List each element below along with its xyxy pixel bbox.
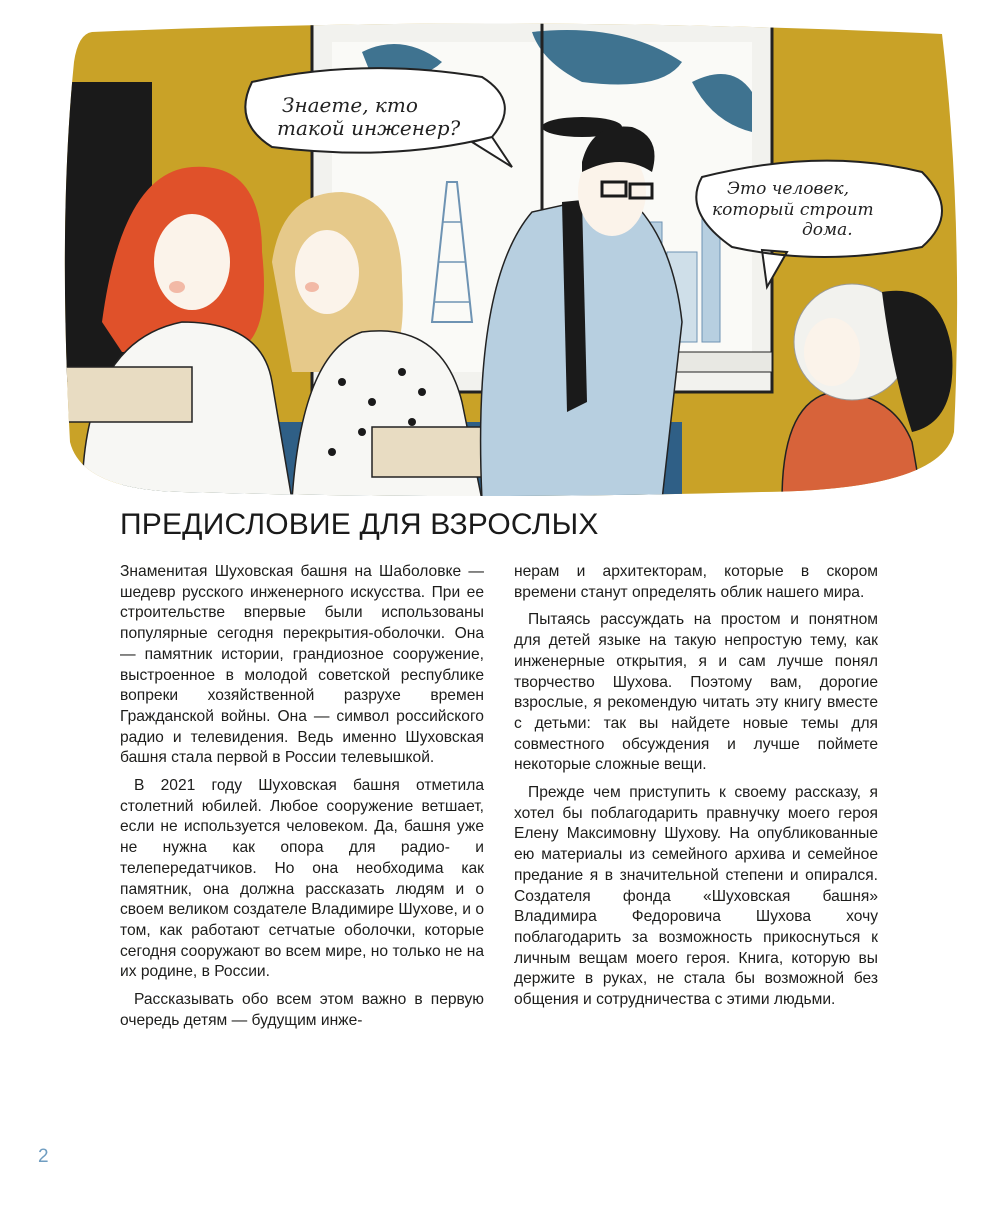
text-column-left [120, 562, 484, 1038]
paragraph: Рассказывать обо всем этом важно в первую очередь детям — будущим инже- [120, 991, 484, 1029]
paragraph: Пытаясь рассуждать на простом и понятном для детей языке на такую непростую тему, как инженерные открытия, я и сам лучше понял творчество Шухова. Поэтому вам, дорогие взрослые, я рекомендую читать эту книгу вместе с детьми: так вы найдете новые темы для совместного обсуждения и лучше поймете некоторые сложные вещи. [514, 611, 878, 774]
bubble-girl-line-2: который строит [712, 200, 874, 220]
bubble-teacher-line-2: такой инженер? [277, 116, 461, 140]
bubble-girl-line-3: дома. [802, 220, 853, 240]
page-number: 2 [38, 1146, 49, 1167]
paragraph: В 2021 году Шуховская башня отметила столетний юбилей. Любое сооружение ветшает, если не используется человеком. Да, башня уже не нужна как опора для радио- и телепередатчиков. Но она необходима как памятник, она должна рассказать людям и о своем великом создателе Владимире Шухове, и о том, как работают сетчатые оболочки, которые сегодня сооружают во всем мире, но только не на их родине, в России. [120, 777, 484, 981]
bubble-teacher-line-1: Знаете, кто [282, 93, 418, 117]
text-column-right [514, 562, 878, 1018]
paragraph: Знаменитая Шуховская башня на Шаболовке — шедевр русского инженерного искусства. При ее строительстве впервые были использованы популярные сегодня перекрытия-оболочки. Она — памятник истории, грандиозное сооружение, выстроенное в молодой советской республике вопреки хозяйственной разрухе времен Гражданской войны. Она — символ российского радио и телевидения. Ведь именно Шуховская башня стала первой в России телевышкой. [120, 563, 484, 767]
classroom-illustration [62, 22, 962, 500]
page-heading: ПРЕДИСЛОВИЕ ДЛЯ ВЗРОСЛЫХ [120, 508, 599, 541]
paragraph: нерам и архитекторам, которые в скором времени станут определять облик нашего мира. [514, 563, 878, 601]
bubble-girl-line-1: Это человек, [727, 179, 849, 199]
paragraph: Прежде чем приступить к своему рассказу, я хотел бы поблагодарить правнучку моего героя Елену Максимовну Шухову. На опубликованные ею материалы из семейного архива и семейное предание я в значительной степени и опирался. Создателя фонда «Шуховская башня» Владимира Федоровича Шухова хочу поблагодарить за возможность прикоснуться к личным вещам моего героя. Книга, которую вы держите в руках, не стала бы возможной без общения и сотрудничества с этими людьми. [514, 784, 878, 1009]
